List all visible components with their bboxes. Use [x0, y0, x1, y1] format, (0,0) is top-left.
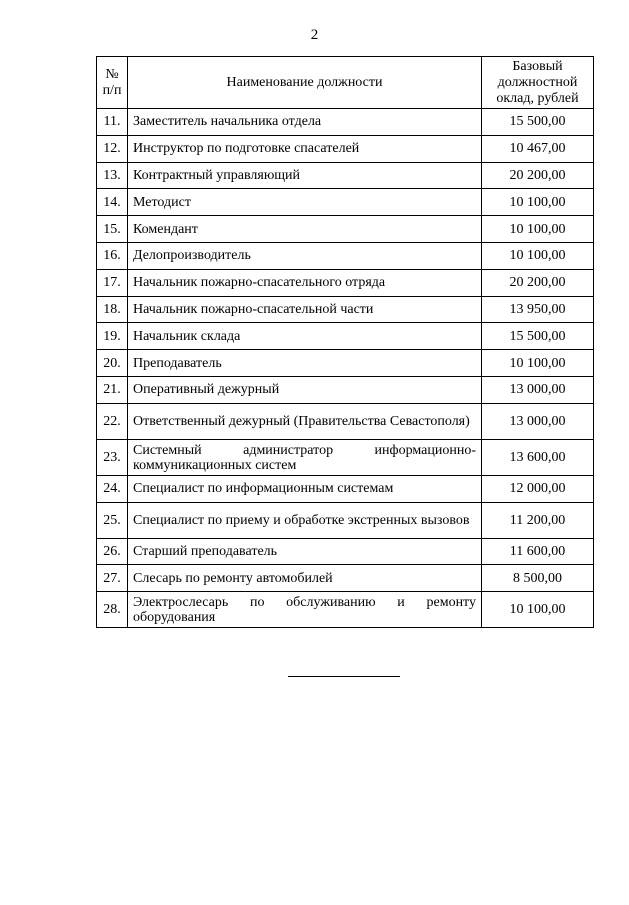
position-name: Специалист по приему и обработке экстренных вызовов — [128, 502, 482, 538]
table-row — [97, 350, 594, 377]
position-name: Ответственный дежурный (Правительства Севастополя) — [128, 403, 482, 439]
row-number: 15. — [97, 216, 128, 243]
base-salary: 10 100,00 — [482, 216, 594, 243]
table-row — [97, 323, 594, 350]
table-row — [97, 538, 594, 565]
base-salary: 12 000,00 — [482, 475, 594, 502]
position-name: Делопроизводитель — [128, 242, 482, 269]
position-name: Электрослесарь по обслуживанию и ремонту оборудования — [128, 592, 482, 628]
base-salary: 10 100,00 — [482, 189, 594, 216]
row-number: 25. — [97, 502, 128, 538]
table-row — [97, 296, 594, 323]
position-name: Заместитель начальника отдела — [128, 109, 482, 136]
end-of-document-line — [288, 676, 400, 677]
base-salary: 11 600,00 — [482, 538, 594, 565]
row-number: 13. — [97, 162, 128, 189]
position-name: Начальник пожарно-спасательного отряда — [128, 269, 482, 296]
position-name: Преподаватель — [128, 350, 482, 377]
base-salary: 13 950,00 — [482, 296, 594, 323]
base-salary: 13 000,00 — [482, 403, 594, 439]
row-number: 20. — [97, 350, 128, 377]
base-salary: 10 100,00 — [482, 242, 594, 269]
row-number: 26. — [97, 538, 128, 565]
row-number: 19. — [97, 323, 128, 350]
base-salary: 13 000,00 — [482, 376, 594, 403]
table-body — [97, 109, 594, 628]
table-row — [97, 189, 594, 216]
header-row — [97, 57, 594, 109]
base-salary: 20 200,00 — [482, 269, 594, 296]
row-number: 27. — [97, 565, 128, 592]
table-row — [97, 162, 594, 189]
table-row — [97, 475, 594, 502]
table-row — [97, 439, 594, 475]
position-name: Начальник пожарно-спасательной части — [128, 296, 482, 323]
table-header — [97, 57, 594, 109]
base-salary: 20 200,00 — [482, 162, 594, 189]
salary-table — [96, 56, 594, 628]
base-salary: 8 500,00 — [482, 565, 594, 592]
base-salary: 11 200,00 — [482, 502, 594, 538]
row-number: 16. — [97, 242, 128, 269]
table-row — [97, 376, 594, 403]
position-name: Слесарь по ремонту автомобилей — [128, 565, 482, 592]
position-name: Старший преподаватель — [128, 538, 482, 565]
row-number: 11. — [97, 109, 128, 136]
row-number: 17. — [97, 269, 128, 296]
table-row — [97, 242, 594, 269]
base-salary: 15 500,00 — [482, 109, 594, 136]
header-base-salary: Базовый должностной оклад, рублей — [482, 57, 594, 109]
row-number: 18. — [97, 296, 128, 323]
page-number: 2 — [310, 27, 319, 43]
row-number: 28. — [97, 592, 128, 628]
position-name: Оперативный дежурный — [128, 376, 482, 403]
table-row — [97, 269, 594, 296]
header-position-name: Наименование должности — [128, 57, 482, 109]
position-name: Комендант — [128, 216, 482, 243]
table-row — [97, 592, 594, 628]
base-salary: 10 100,00 — [482, 350, 594, 377]
table-row — [97, 216, 594, 243]
header-number: № п/п — [97, 57, 128, 109]
table-row — [97, 135, 594, 162]
row-number: 21. — [97, 376, 128, 403]
row-number: 22. — [97, 403, 128, 439]
position-name: Методист — [128, 189, 482, 216]
base-salary: 10 100,00 — [482, 592, 594, 628]
position-name: Контрактный управляющий — [128, 162, 482, 189]
table-row — [97, 403, 594, 439]
row-number: 24. — [97, 475, 128, 502]
position-name: Инструктор по подготовке спасателей — [128, 135, 482, 162]
table-row — [97, 109, 594, 136]
base-salary: 15 500,00 — [482, 323, 594, 350]
table-row — [97, 502, 594, 538]
row-number: 12. — [97, 135, 128, 162]
position-name: Системный администратор информационно-коммуникационных систем — [128, 439, 482, 475]
position-name: Начальник склада — [128, 323, 482, 350]
base-salary: 10 467,00 — [482, 135, 594, 162]
table-row — [97, 565, 594, 592]
row-number: 14. — [97, 189, 128, 216]
position-name: Специалист по информационным системам — [128, 475, 482, 502]
base-salary: 13 600,00 — [482, 439, 594, 475]
row-number: 23. — [97, 439, 128, 475]
